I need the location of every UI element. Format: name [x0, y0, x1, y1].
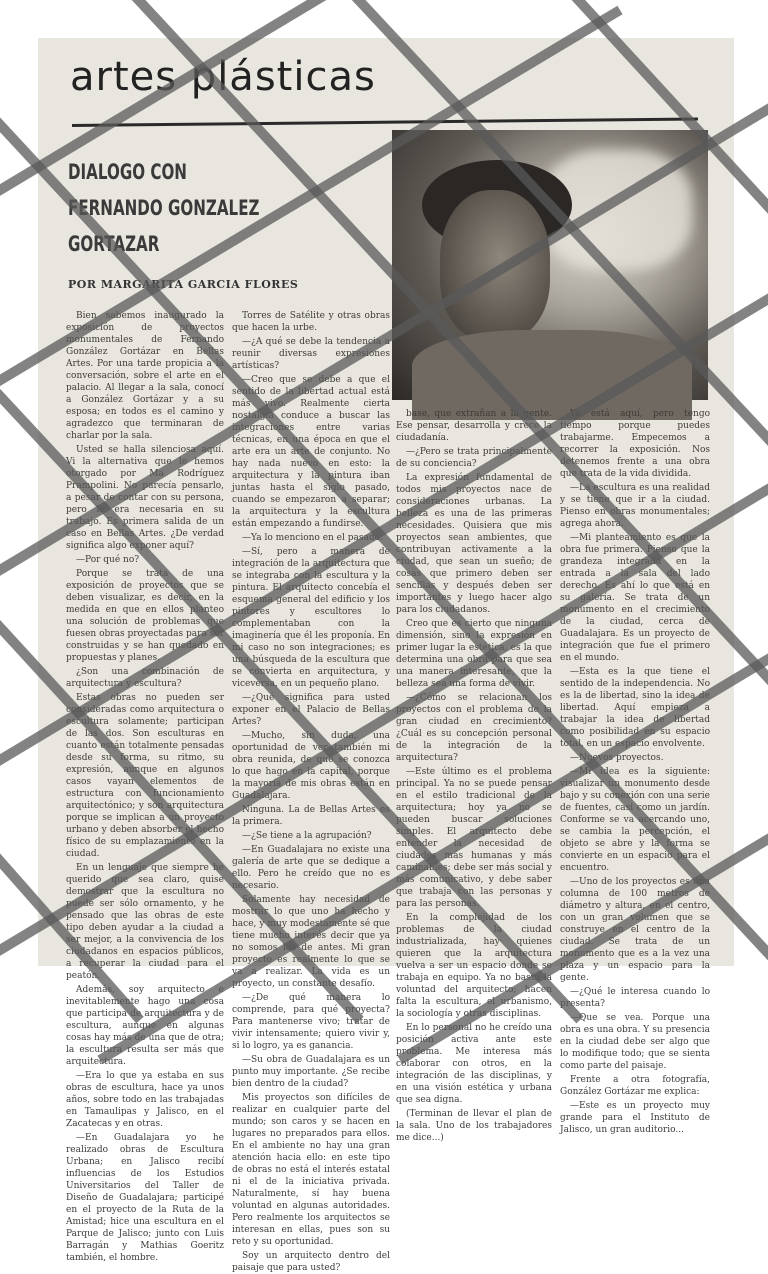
- paragraph: —Creo que se debe a que el sentido de la libertad actual está más vivo. Realmente cierta nostalgia conduce a buscar las integraciones entre varias técnicas, en una época en que el arte era un arte de conjunto. No hay nada nuevo en esto: la arquitectura y la pintura iban juntas hasta el siglo pasado, cuando se empezaron a separar; la arquitectura y la escultura están empezando a fundirse.: [232, 375, 390, 529]
- paragraph: Soy un arquitecto dentro del paisaje que para usted?: [232, 1251, 390, 1273]
- paragraph: —En Guadalajara no existe una galería de arte que se dedique a ello. Pero he creído que no es necesario.: [232, 845, 390, 891]
- headline-line: GORTAZAR: [68, 232, 160, 256]
- paragraph: —Era lo que ya estaba en sus obras de escultura, hace ya unos años, sobre todo en las trabajadas en Tamaulipas y Jalisco, en el Zacatecas y en otras.: [66, 1071, 224, 1129]
- paragraph: —Este último es el problema principal. Ya no se puede pensar en el estilo tradicional de la arquitectura; hoy ya no se pueden buscar soluciones simples. El arquitecto debe entender la necesidad de ciudades más humanas y más caminables; debe ser más social y más comunicativo, y debe saber que trabaja con las personas y para las personas.: [396, 767, 552, 909]
- paragraph: En un lenguaje que siempre he querido que sea claro, quise demostrar que la escultura no puede ser sólo ornamento, y he pensado que las obras de este tipo deben ayudar a la ciudad a ser mejor, a la convivencia de los ciudadanos en espacios públicos, a recuperar la ciudad para el peatón.: [66, 863, 224, 981]
- text-column-4: [560, 408, 710, 1135]
- portrait-photo: [392, 130, 708, 400]
- paragraph: ¿Son una combinación de arquitectura y escultura?: [66, 667, 224, 689]
- paragraph: —Esta es la que tiene el sentido de la independencia. No es la de libertad, sino la idea de libertad. Aquí empieza a trabajar la idea de libertad como posibilidad en su espacio total, en un espacio envolvente.: [560, 667, 710, 749]
- paragraph: —¿A qué se debe la tendencia a reunir diversas expresiones artísticas?: [232, 337, 390, 371]
- paragraph: —¿Se tiene a la agrupación?: [242, 831, 372, 841]
- title-rule: [72, 117, 698, 127]
- paragraph: Creo que es cierto que ninguna dimensión, sino la expresión en primer lugar la estética, es la que determina una obra para que sea una manera interesante, que la belleza sea una forma de vivir.: [396, 619, 552, 689]
- paragraph: Porque se trata de una exposición de proyectos que se deben visualizar, es decir, en la medida en que en ellos planteo una solución de problemas que fuesen obras proyectadas para ser construidas y se han quedado en propuestas y planes.: [66, 569, 224, 663]
- paragraph: (Terminan de llevar el plan de la sala. Uno de los trabajadores me dice...): [396, 1109, 552, 1143]
- paragraph: Solamente hay necesidad de mostrar lo que uno ha hecho y hace, y muy modestamente sé que tiene mucho interés decir que ya no somos los de antes. Mi gran proyecto es realmente lo que se va a realizar. La vida es un proyecto, un constante desafío.: [232, 895, 390, 989]
- headline-line: DIALOGO CON: [68, 160, 187, 184]
- photo-face: [440, 190, 550, 340]
- paragraph: —Mi planteamiento es que la obra fue primera. Pienso que la grandeza integrada en la entrada a la sala del lado derecho. Es ahí lo que está en su galería. Se trata de un monumento en el crecimiento de la ciudad, cerca de Guadalajara. Es un proyecto de integración que fue el primero en el mundo.: [560, 533, 710, 663]
- paragraph: Mis proyectos son difíciles de realizar en cualquier parte del mundo; son caros y se hacen en lugares no preparados para ellos. En el ambiente no hay una gran atención hacia ello: en este tipo de obras no está el interés estatal ni el de la iniciativa privada. Naturalmente, sí hay buena voluntad en algunas autoridades. Pero realmente los arquitectos se interesan en ellas, pues son su reto y su oportunidad.: [232, 1093, 390, 1247]
- paragraph: En la complejidad de los problemas de la ciudad industrializada, hay quienes quieren que la arquitectura vuelva a ser un espacio donde se trabaja en equipo. Ya no basta la voluntad del arquitecto; hacen falta la escultura, el urbanismo, la sociología y otras disciplinas.: [396, 913, 552, 1019]
- paragraph: —Su obra de Guadalajara es un punto muy importante. ¿Se recibe bien dentro de la ciudad?: [232, 1055, 390, 1089]
- paragraph: Usted se halla silenciosa aquí. Vi la alternativa que le hemos otorgado por Ma Rodríguez Prampolini. No parecía pensarlo, a pesar de contar con su persona, pero le era necesaria en su trabajo. Es primera salida de un caso en Bellas Artes. ¿De verdad significa algo exponer aquí?: [66, 445, 224, 551]
- paragraph: Además, soy arquitecto e inevitablemente hago una cosa que participa de arquitectura y de escultura, aunque en algunas cosas hay más de una que de otra; la escultura resulta ser más que arquitectura.: [66, 985, 224, 1067]
- paragraph: Bien sabemos inaugurado la exposición de proyectos monumentales de Fernando González Gortázar en Bellas Artes. Por una tarde propicia a la conversación, sobre el arte en el palacio. Al llegar a la sala, conocí a González Gortázar y a su esposa; en todos es el camino y agradezco que terminaran de charlar por la sala.: [66, 311, 224, 441]
- paragraph: —Ya lo menciono en el pasado.: [242, 533, 383, 543]
- paragraph: La expresión fundamental de todos mis proyectos nace de consideraciones urbanas. La belleza es una de las primeras necesidades. Quisiera que mis proyectos sean ambientes, que contribuyan activamente a la ciudad, que sean un sueño; de cosas que primero deben ser sencillas y después deben ser importantes y luego hacer algo para los ciudadanos.: [396, 473, 552, 615]
- paragraph: —En Guadalajara yo he realizado obras de Escultura Urbana; en Jalisco recibí influencias de los Estudios Universitarios del Taller de Diseño de Guadalajara; participé en el proyecto de la Ruta de la Amistad; hice una escultura en el Parque de Jalisco; junto con Luis Barragán y Mathias Goeritz también, el hombre.: [66, 1133, 224, 1263]
- paragraph: Frente a otra fotografía, González Gortázar me explica:: [560, 1075, 710, 1097]
- paragraph: —Por qué no?: [76, 555, 140, 565]
- section-title: artes plásticas: [70, 54, 376, 100]
- paragraph: —Sí, pero a manera de integración de la arquitectura que se integraba con la escultura y la pintura. El arquitecto concebía el esquema general del edificio y los pintores y escultores lo complementaban con la imaginería que él les proponía. En mi caso no son integraciones; es una búsqueda de la escultura que se convierta en arquitectura, y viceversa, en un pequeño plano.: [232, 547, 390, 689]
- paragraph: —Que se vea. Porque una obra es una obra. Y su presencia en la ciudad debe ser algo que lo modifique todo; que se sienta como parte del paisaje.: [560, 1013, 710, 1071]
- headline-line: FERNANDO GONZALEZ: [68, 196, 260, 220]
- paragraph: —Mi idea es la siguiente: visualizar un monumento desde bajo y su conexión con una serie de fuentes, casi como un jardín. Conforme se va acercando uno, se cambia la percepción, el objeto se abre y la forma se convierte en un espacio para el encuentro.: [560, 767, 710, 873]
- paragraph: Ninguna. La de Bellas Artes es la primera.: [232, 805, 390, 827]
- article-headline: [68, 154, 260, 262]
- paragraph: —Uno de los proyectos es una columna de 100 metros de diámetro y altura, en el centro, con un gran volumen que se construye en el centro de la ciudad. Se trata de un monumento que es a la vez una plaza y un espacio para la gente.: [560, 877, 710, 983]
- paragraph: —La escultura es una realidad y se tiene que ir a la ciudad. Pienso en obras monumentales; agrega ahora.: [560, 483, 710, 529]
- paragraph: Ya está aquí, pero tengo tiempo porque puedes trabajarme. Empecemos a recorrer la exposición. Nos detenemos frente a una obra que trata de la vida dividida.: [560, 409, 710, 479]
- paragraph: —Este es un proyecto muy grande para el Instituto de Jalisco, un gran auditorio...: [560, 1101, 710, 1135]
- paragraph: —Mucho, sin duda, una oportunidad de ver también mi obra reunida, de que se conozca lo que hago en la capital, porque la mayoría de mis obras están en Guadalajara.: [232, 731, 390, 801]
- photo-body: [412, 330, 692, 420]
- paragraph: base, que extrañan a la gente. Ese pensar, desarrolla y crece la ciudadanía.: [396, 409, 552, 443]
- paragraph: —¿Pero se trata principalmente de su conciencia?: [396, 447, 552, 469]
- magazine-page: [38, 38, 734, 1273]
- text-column-1: [66, 310, 224, 1263]
- paragraph: —¿De qué manera lo comprende, para qué proyecta? Para mantenerse vivo; tratar de vivir intensamente; quiero vivir y, si lo logro, ya es ganancia.: [232, 993, 390, 1051]
- text-column-3: [396, 408, 552, 1143]
- paragraph: —¿Cómo se relacionan los proyectos con el problema de la gran ciudad en crecimiento? ¿Cuál es su concepción personal de la integración de la arquitectura?: [396, 693, 552, 763]
- paragraph: Estas obras no pueden ser consideradas como arquitectura o escultura solamente; participan de las dos. Son esculturas en cuanto están totalmente pensadas desde su forma, su ritmo, su expresión, aunque en algunos casos vayan elementos de estructura con funcionamiento arquitectónico; y son arquitectura porque se implican a un proyecto urbano y deben absorber el hecho físico de su emplazamiento en la ciudad.: [66, 693, 224, 859]
- paragraph: Torres de Satélite y otras obras que hacen la urbe.: [232, 311, 390, 333]
- paragraph: —¿Qué le interesa cuando lo presenta?: [560, 987, 710, 1009]
- paragraph: —Nuevos proyectos.: [570, 753, 664, 763]
- paragraph: En lo personal no he creído una posición activa ante este problema. Me interesa más colaborar con otros, en la integración de las disciplinas, y en una visión estética y urbana que sea digna.: [396, 1023, 552, 1105]
- paragraph: —¿Qué significa para usted exponer en el Palacio de Bellas Artes?: [232, 693, 390, 727]
- byline: POR MARGARITA GARCIA FLORES: [68, 278, 299, 291]
- text-column-2: [232, 310, 390, 1273]
